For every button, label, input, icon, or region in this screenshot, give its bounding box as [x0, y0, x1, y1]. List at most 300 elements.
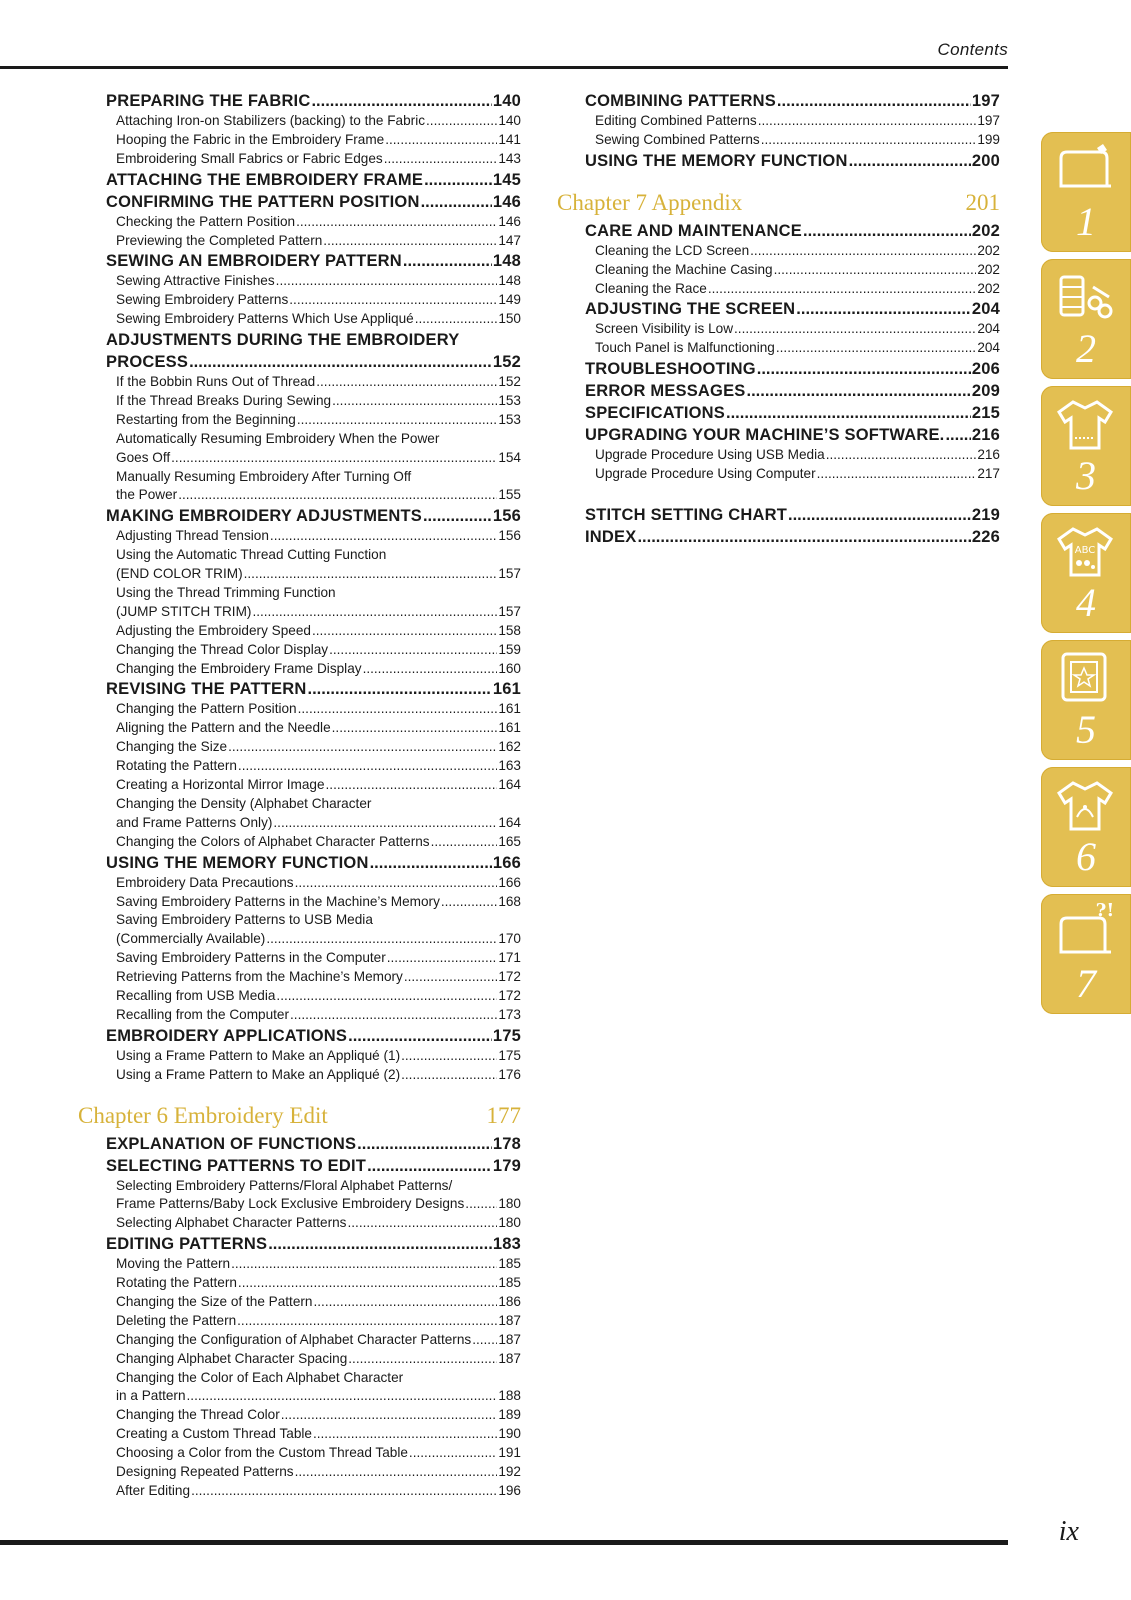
toc-page-number: 188	[498, 1388, 521, 1404]
toc-entry-title: Attaching Iron-on Stabilizers (backing) to the Fabric	[116, 113, 426, 128]
toc-entry-title: Selecting Alphabet Character Patterns	[116, 1215, 347, 1231]
toc-subsection-entry[interactable]	[116, 1293, 521, 1312]
toc-entry-title: Adjusting Thread Tension	[116, 528, 269, 544]
toc-subsection-entry[interactable]	[116, 1195, 521, 1214]
chapter-tab-1[interactable]	[1041, 132, 1131, 252]
toc-page-number: 191	[498, 1445, 521, 1461]
dot-leader	[312, 622, 497, 641]
toc-entry-title: Changing the Thread Color	[116, 1407, 280, 1423]
dot-leader	[348, 1025, 492, 1047]
toc-entry-title: EXPLANATION OF FUNCTIONS	[106, 1134, 357, 1153]
dot-leader	[424, 169, 492, 191]
toc-page-number: 202	[977, 280, 1000, 296]
dot-leader	[803, 220, 971, 242]
toc-entry-title: Sewing Combined Patterns	[595, 131, 760, 147]
chapter-heading[interactable]	[557, 186, 1000, 220]
toc-page-number: 178	[492, 1134, 521, 1153]
chapter-tab-number: 3	[1076, 453, 1096, 498]
toc-page-number: 185	[498, 1275, 521, 1291]
toc-subsection-entry[interactable]	[116, 1425, 521, 1444]
toc-page-number: 209	[971, 382, 1000, 401]
toc-entry-title: INDEX	[585, 528, 637, 547]
toc-entry-title: Choosing a Color from the Custom Thread Table	[116, 1445, 408, 1461]
toc-entry-title: Aligning the Pattern and the Needle	[116, 720, 331, 736]
dot-leader	[314, 1293, 498, 1312]
toc-subsection-entry[interactable]	[116, 392, 521, 411]
dot-leader	[332, 392, 497, 411]
chapter-tab-7[interactable]	[1041, 894, 1131, 1014]
toc-subsection-entry[interactable]	[116, 814, 521, 833]
toc-entry-title: Changing the Size of the Pattern	[116, 1293, 313, 1309]
toc-page-number: 200	[971, 151, 1000, 170]
toc-subsection-entry[interactable]	[116, 622, 521, 641]
dot-leader	[726, 402, 971, 424]
dot-leader	[774, 261, 977, 280]
toc-entry-title: CARE AND MAINTENANCE	[585, 221, 802, 240]
toc-entry-title: Rotating the Pattern	[116, 1275, 237, 1291]
toc-page-number: 173	[498, 1006, 521, 1022]
dot-leader	[252, 603, 497, 622]
thread-spool-icon	[1053, 267, 1117, 325]
toc-entry-title: Sewing Embroidery Patterns	[116, 292, 289, 308]
dot-leader	[316, 373, 497, 392]
dot-leader	[415, 310, 498, 329]
toc-subsection-entry[interactable]	[116, 1312, 521, 1331]
toc-left-column	[78, 90, 521, 1501]
toc-subsection-entry[interactable]	[116, 719, 521, 738]
toc-page-number: 215	[971, 404, 1000, 423]
toc-subsection-entry[interactable]	[116, 112, 521, 131]
dot-leader	[401, 1066, 497, 1085]
toc-page-number: 162	[498, 739, 521, 755]
dot-leader	[296, 213, 497, 232]
toc-subsection-entry[interactable]	[116, 641, 521, 660]
toc-section-entry[interactable]	[106, 250, 521, 272]
toc-entry-title: PROCESS	[106, 353, 189, 372]
toc-page-number: 148	[498, 273, 521, 289]
dot-leader	[403, 250, 492, 272]
dot-leader	[297, 411, 497, 430]
toc-entry-title: Creating a Horizontal Mirror Image	[116, 777, 325, 793]
toc-subsection-entry[interactable]	[116, 1350, 521, 1369]
toc-entry-title: After Editing	[116, 1482, 191, 1498]
dot-leader	[431, 833, 498, 852]
toc-entry-title: EMBROIDERY APPLICATIONS	[106, 1026, 348, 1045]
toc-page-number: 145	[492, 170, 521, 189]
dot-leader	[817, 465, 977, 484]
toc-section-entry[interactable]	[106, 852, 521, 874]
dot-leader	[757, 358, 971, 380]
chapter-title: Chapter 7 Appendix	[557, 189, 743, 215]
toc-subsection-entry[interactable]	[595, 261, 1000, 280]
header-rule	[0, 66, 1008, 69]
dot-leader	[370, 852, 492, 874]
toc-page-number: 197	[977, 113, 1000, 128]
dot-leader	[637, 526, 970, 548]
toc-entry-title-line: Saving Embroidery Patterns to USB Media	[116, 912, 373, 928]
dot-leader	[171, 449, 497, 468]
dot-leader	[276, 272, 498, 291]
toc-page-number: 192	[498, 1463, 521, 1479]
toc-subsection-entry[interactable]	[116, 738, 521, 757]
toc-page-number: 168	[498, 893, 521, 909]
toc-entry-title: Sewing Attractive Finishes	[116, 273, 275, 289]
toc-entry-title: (Commercially Available)	[116, 931, 266, 947]
toc-page-number: 202	[971, 221, 1000, 240]
toc-subsection-entry[interactable]	[116, 1482, 521, 1501]
chapter-tab-number: 7	[1076, 961, 1096, 1006]
toc-subsection-entry[interactable]	[116, 1463, 521, 1482]
dot-leader	[363, 660, 498, 679]
toc-page-number: 190	[498, 1426, 521, 1442]
chapter-page-number: 201	[965, 189, 1000, 215]
toc-page-number: 202	[977, 261, 1000, 277]
toc-page-number: 180	[498, 1215, 521, 1231]
toc-section-entry[interactable]	[585, 526, 1000, 548]
dot-leader	[788, 504, 971, 526]
toc-subsection-entry[interactable]	[595, 131, 1000, 150]
dot-leader	[298, 700, 498, 719]
toc-entry-title-line: Using the Thread Trimming Function	[116, 585, 336, 601]
abc-label: ABC	[1074, 545, 1096, 556]
dot-leader	[761, 131, 977, 150]
toc-subsection-entry[interactable]	[116, 291, 521, 310]
toc-section-entry[interactable]	[106, 351, 521, 373]
dot-leader	[409, 1444, 497, 1463]
dot-leader	[295, 874, 498, 893]
dot-leader	[329, 641, 497, 660]
dot-leader	[796, 298, 971, 320]
dot-leader	[367, 1155, 492, 1177]
toc-entry-title: Retrieving Patterns from the Machine’s Memory	[116, 969, 403, 985]
toc-page-number: 171	[498, 950, 521, 966]
toc-entry-title: USING THE MEMORY FUNCTION	[106, 853, 369, 872]
dot-leader	[187, 1387, 498, 1406]
toc-section-entry[interactable]	[585, 424, 1000, 446]
toc-subsection-entry[interactable]	[116, 874, 521, 893]
toc-page-number: 158	[498, 622, 521, 638]
toc-subsection-entry[interactable]	[116, 373, 521, 392]
toc-section-entry[interactable]	[585, 402, 1000, 424]
toc-page-number: 146	[498, 213, 521, 229]
toc-section-entry[interactable]	[106, 1133, 521, 1155]
dot-leader	[268, 1233, 492, 1255]
toc-subsection-entry[interactable]	[116, 987, 521, 1006]
toc-subsection-entry[interactable]	[116, 1255, 521, 1274]
dot-leader	[826, 446, 977, 465]
toc-entry-title: Frame Patterns/Baby Lock Exclusive Embroidery Designs	[116, 1196, 465, 1212]
toc-subsection-entry[interactable]	[116, 1387, 521, 1406]
toc-page-number: 146	[492, 192, 521, 211]
toc-entry-title: UPGRADING YOUR MACHINE’S SOFTWARE.	[585, 426, 945, 445]
chapter-tab-3[interactable]	[1041, 386, 1131, 506]
dot-leader	[323, 232, 497, 251]
dot-leader	[289, 291, 497, 310]
toc-subsection-entry[interactable]	[116, 949, 521, 968]
toc-page-number: 204	[971, 300, 1000, 319]
chapter-tabs	[1021, 132, 1131, 1021]
toc-entry-title-line: ADJUSTMENTS DURING THE EMBROIDERY	[106, 331, 460, 350]
toc-section-entry[interactable]	[585, 298, 1000, 320]
toc-page-number: 159	[498, 641, 521, 657]
toc-subsection-entry[interactable]	[116, 1406, 521, 1425]
page-number: ix	[1058, 1516, 1079, 1547]
toc-entry-title-line: Automatically Resuming Embroidery When the Power	[116, 430, 440, 446]
toc-entry-title: Previewing the Completed Pattern	[116, 232, 323, 248]
dot-leader	[465, 1195, 497, 1214]
help-label: ?!	[1095, 902, 1115, 921]
dot-leader	[401, 1047, 497, 1066]
toc-subsection-entry[interactable]	[116, 1214, 521, 1233]
toc-page-number: 206	[971, 360, 1000, 379]
dot-leader	[326, 776, 498, 795]
chapter-tab-number: 4	[1076, 580, 1096, 625]
toc-page-number: 180	[498, 1196, 521, 1212]
toc-subsection-entry[interactable]	[116, 565, 521, 584]
toc-entry-title: TROUBLESHOOTING	[585, 360, 756, 379]
toc-subsection-entry[interactable]	[116, 1444, 521, 1463]
dot-leader	[237, 1312, 497, 1331]
toc-entry-title: Goes Off	[116, 449, 171, 465]
dot-leader	[747, 380, 971, 402]
toc-subsection-entry[interactable]	[116, 1047, 521, 1066]
dot-leader	[426, 112, 497, 131]
toc-page-number: 176	[498, 1066, 521, 1082]
toc-page-number: 143	[498, 150, 521, 166]
toc-page-number: 150	[498, 311, 521, 327]
toc-entry-title: Recalling from the Computer	[116, 1006, 290, 1022]
dot-leader	[281, 1406, 498, 1425]
chapter-tab-5[interactable]	[1041, 640, 1131, 760]
dot-leader	[387, 949, 498, 968]
toc-entry-title: (END COLOR TRIM)	[116, 566, 243, 582]
toc-subsection-entry[interactable]	[116, 272, 521, 291]
chapter-tab-4[interactable]	[1041, 513, 1131, 633]
chapter-tab-number: 2	[1076, 326, 1096, 371]
toc-entry-title: Changing the Thread Color Display	[116, 641, 329, 657]
toc-entry-title: Adjusting the Embroidery Speed	[116, 622, 311, 638]
toc-entry-title: in a Pattern	[116, 1388, 186, 1404]
toc-subsection-entry[interactable]	[116, 930, 521, 949]
toc-subsection-entry[interactable]	[595, 320, 1000, 339]
shirt-icon	[1053, 394, 1117, 452]
toc-entry-title: Using a Frame Pattern to Make an Appliqué (1)	[116, 1047, 401, 1063]
toc-entry-title: Designing Repeated Patterns	[116, 1463, 294, 1479]
toc-subsection-entry[interactable]	[116, 310, 521, 329]
toc-page-number: 199	[977, 131, 1000, 147]
toc-subsection-entry[interactable]	[595, 465, 1000, 484]
toc-entry-title: and Frame Patterns Only)	[116, 814, 273, 830]
dot-leader	[421, 191, 492, 213]
toc-entry-title: Editing Combined Patterns	[595, 113, 757, 128]
toc-page-number: 149	[498, 292, 521, 308]
toc-subsection-entry[interactable]	[595, 242, 1000, 261]
dot-leader	[332, 719, 498, 738]
toc-subsection-entry[interactable]	[116, 527, 521, 546]
toc-page-number: 152	[498, 374, 521, 390]
footer-rule	[0, 1540, 1008, 1545]
toc-subsection-entry[interactable]	[116, 1331, 521, 1350]
toc-page-number: 189	[498, 1407, 521, 1423]
toc-subsection-entry[interactable]	[116, 776, 521, 795]
toc-page-number: 161	[498, 720, 521, 736]
toc-subsection-entry[interactable]	[116, 1066, 521, 1085]
toc-subsection-entry[interactable]	[116, 131, 521, 150]
toc-page-number: 196	[498, 1482, 521, 1498]
toc-section-entry[interactable]	[585, 504, 1000, 526]
embroidered-shirt-icon	[1053, 775, 1117, 833]
toc-subsection-entry[interactable]	[116, 486, 521, 505]
toc-subsection-entry[interactable]	[116, 660, 521, 679]
toc-entry-title: If the Bobbin Runs Out of Thread	[116, 374, 316, 390]
chapter-tab-2[interactable]	[1041, 259, 1131, 379]
toc-entry-title-line: Changing the Color of Each Alphabet Character	[116, 1369, 404, 1385]
toc-entry-title-line: Selecting Embroidery Patterns/Floral Alphabet Patterns/	[116, 1177, 453, 1193]
toc-page-number: 156	[498, 528, 521, 544]
dot-leader	[228, 738, 497, 757]
toc-entry-title: CONFIRMING THE PATTERN POSITION	[106, 192, 420, 211]
dot-leader	[776, 339, 976, 358]
toc-entry-title: PREPARING THE FABRIC	[106, 92, 311, 110]
toc-entry-title: Changing the Pattern Position	[116, 701, 297, 717]
toc-page-number: 217	[977, 466, 1000, 482]
toc-section-entry[interactable]	[585, 358, 1000, 380]
toc-page-number: 156	[492, 507, 521, 526]
dot-leader	[238, 1274, 497, 1293]
toc-section-entry[interactable]	[585, 380, 1000, 402]
toc-page-number: 141	[498, 131, 521, 147]
dot-leader	[191, 1482, 497, 1501]
toc-page-number: 187	[498, 1350, 521, 1366]
chapter-tab-6[interactable]	[1041, 767, 1131, 887]
toc-section-entry[interactable]	[106, 1025, 521, 1047]
toc-subsection-entry[interactable]	[116, 449, 521, 468]
toc-subsection-entry[interactable]	[116, 1006, 521, 1025]
toc-subsection-entry[interactable]	[116, 700, 521, 719]
dot-leader	[290, 1006, 497, 1025]
toc-subsection-entry[interactable]	[116, 232, 521, 251]
toc-subsection-entry[interactable]	[595, 112, 1000, 131]
chapter-page-number: 177	[486, 1102, 521, 1128]
toc-section-entry[interactable]	[106, 678, 521, 700]
toc-page-number: 202	[977, 242, 1000, 258]
toc-entry-title: Restarting from the Beginning	[116, 411, 296, 427]
toc-subsection-entry[interactable]	[116, 411, 521, 430]
toc-entry-title: Upgrade Procedure Using Computer	[595, 466, 816, 482]
dot-leader	[357, 1133, 492, 1155]
toc-section-entry[interactable]	[106, 191, 521, 213]
dot-leader	[472, 1331, 497, 1350]
embroidery-frame-icon	[1053, 648, 1117, 706]
chapter-tab-number: 5	[1076, 707, 1096, 752]
toc-entry-title: USING THE MEMORY FUNCTION	[585, 151, 848, 170]
toc-entry-title: Upgrade Procedure Using USB Media	[595, 447, 825, 463]
toc-entry-title: Rotating the Pattern	[116, 758, 237, 774]
dot-leader	[404, 968, 497, 987]
dot-leader	[311, 90, 491, 112]
toc-section-entry[interactable]	[106, 1233, 521, 1255]
dot-leader	[244, 565, 498, 584]
toc-entry-title-line: Manually Resuming Embroidery After Turning Off	[116, 468, 412, 484]
toc-entry-title: Saving Embroidery Patterns in the Computer	[116, 950, 386, 966]
dot-leader	[295, 1463, 498, 1482]
toc-section-entry[interactable]	[585, 150, 1000, 172]
toc-entry-title: Touch Panel is Malfunctioning	[595, 340, 775, 356]
toc-page-number: 153	[498, 393, 521, 409]
toc-page-number: 219	[971, 506, 1000, 525]
toc-section-entry[interactable]	[106, 505, 521, 527]
toc-subsection-entry[interactable]	[595, 446, 1000, 465]
toc-page-number: 165	[498, 833, 521, 849]
toc-page-number: 204	[977, 340, 1000, 356]
toc-entry-title: MAKING EMBROIDERY ADJUSTMENTS	[106, 507, 422, 526]
toc-section-entry[interactable]	[106, 1155, 521, 1177]
toc-subsection-entry[interactable]	[116, 213, 521, 232]
toc-page-number: 157	[498, 603, 521, 619]
toc-entry-title: (JUMP STITCH TRIM)	[116, 603, 252, 619]
toc-subsection-entry[interactable]	[116, 1274, 521, 1293]
toc-page-number: 164	[498, 814, 521, 830]
toc-subsection-entry[interactable]	[116, 757, 521, 776]
toc-subsection-entry[interactable]	[595, 280, 1000, 299]
dot-leader	[734, 320, 976, 339]
toc-entry-title: REVISING THE PATTERN	[106, 680, 307, 699]
dot-leader	[189, 351, 492, 373]
dot-leader	[750, 242, 976, 261]
chapter-title: Chapter 6 Embroidery Edit	[78, 1102, 328, 1128]
toc-page-number: 147	[498, 232, 521, 248]
toc-entry-title: Cleaning the LCD Screen	[595, 242, 750, 258]
toc-page-number: 185	[498, 1256, 521, 1272]
toc-entry-title: COMBINING PATTERNS	[585, 92, 776, 110]
toc-page-number: 161	[492, 680, 521, 699]
toc-section-entry[interactable]	[106, 90, 521, 112]
toc-page-number: 170	[498, 931, 521, 947]
toc-entry-title: Changing the Size	[116, 739, 228, 755]
toc-page-number: 140	[492, 92, 521, 110]
toc-subsection-entry[interactable]	[116, 603, 521, 622]
toc-page-number: 153	[498, 411, 521, 427]
dot-leader	[308, 678, 492, 700]
toc-entry-title: Screen Visibility is Low	[595, 321, 734, 337]
toc-subsection-entry[interactable]	[116, 833, 521, 852]
toc-page-number: 216	[977, 447, 1000, 463]
toc-subsection-entry[interactable]	[116, 150, 521, 169]
toc-subsection-entry[interactable]	[595, 339, 1000, 358]
toc-section-entry[interactable]	[106, 169, 521, 191]
chapter-heading[interactable]	[78, 1099, 521, 1133]
section-gap	[557, 484, 1000, 504]
toc-section-entry[interactable]	[585, 220, 1000, 242]
running-header: Contents	[937, 40, 1008, 59]
toc-subsection-entry[interactable]	[116, 968, 521, 987]
toc-entry-title: Using a Frame Pattern to Make an Appliqué (2)	[116, 1066, 401, 1082]
toc-page-number: 197	[971, 92, 1000, 110]
toc-entry-title: EDITING PATTERNS	[106, 1235, 268, 1254]
dot-leader	[777, 90, 971, 112]
dot-leader	[385, 131, 497, 150]
toc-page-number: 204	[977, 321, 1000, 337]
toc-subsection-entry[interactable]	[116, 893, 521, 912]
toc-page-number: 157	[498, 566, 521, 582]
toc-section-entry[interactable]	[585, 90, 1000, 112]
toc-entry-title: Checking the Pattern Position	[116, 213, 296, 229]
toc-entry-title: ATTACHING THE EMBROIDERY FRAME	[106, 170, 424, 189]
toc-entry-title: Embroidery Data Precautions	[116, 874, 294, 890]
toc-page-number: 155	[498, 487, 521, 503]
toc-page-number: 154	[498, 449, 521, 465]
dot-leader	[313, 1425, 497, 1444]
